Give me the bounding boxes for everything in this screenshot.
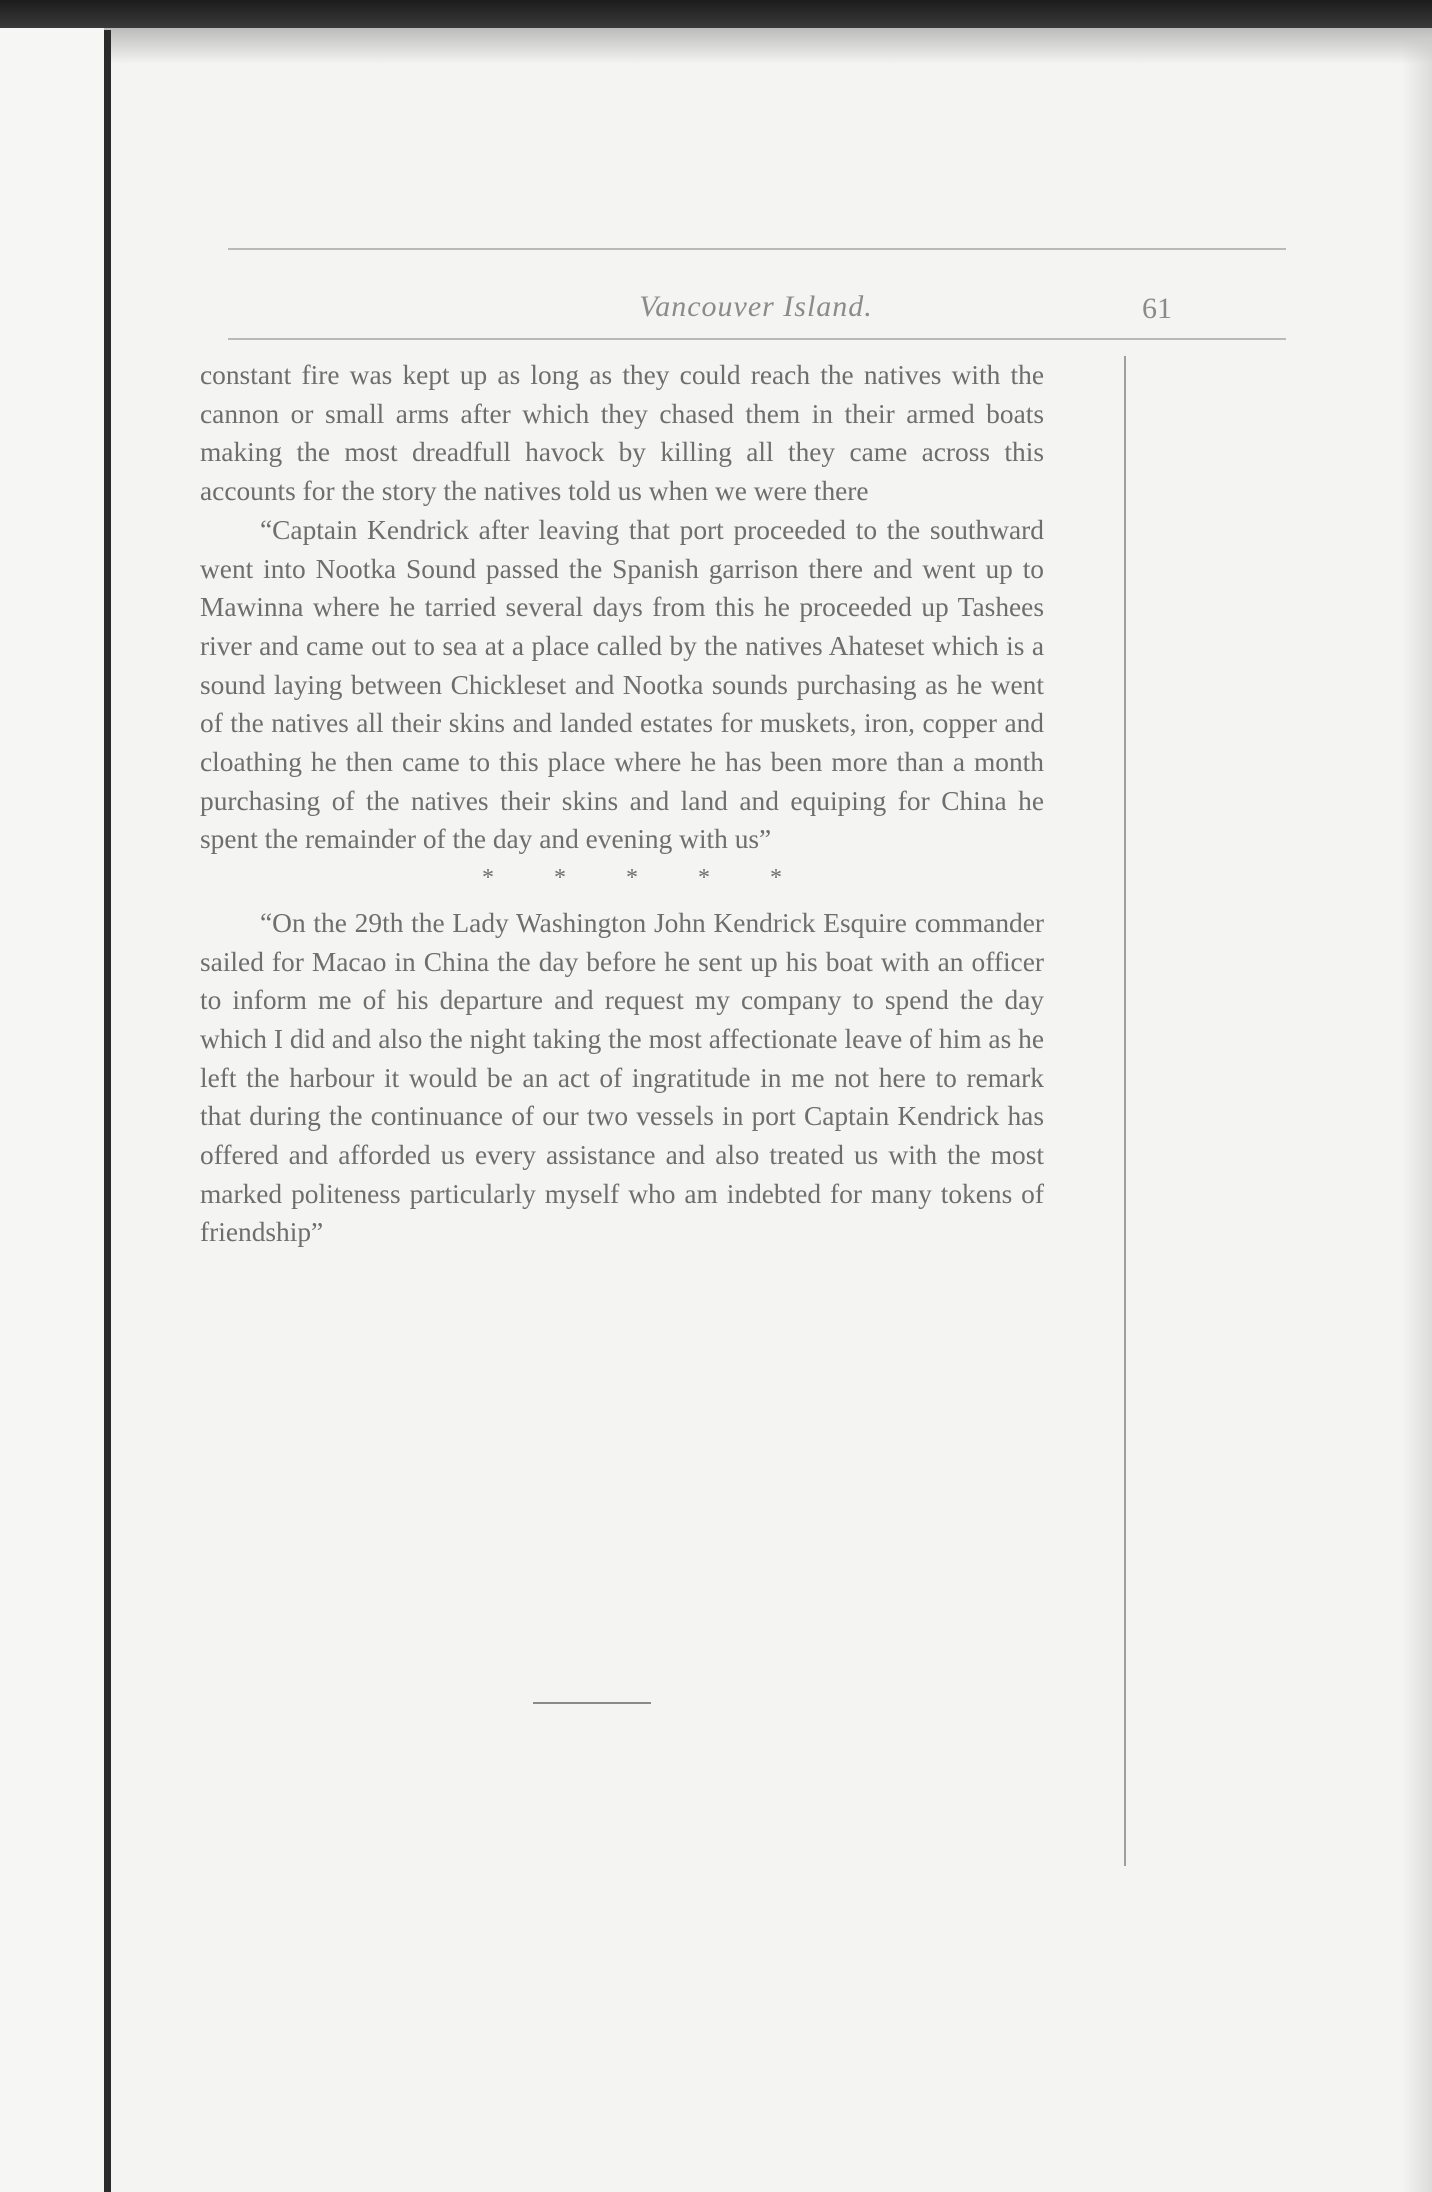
running-head: Vancouver Island. xyxy=(639,290,873,323)
right-margin-line xyxy=(1124,356,1126,1866)
header-bottom-rule xyxy=(228,338,1286,340)
scan-top-border xyxy=(0,0,1432,28)
page-number: 61 xyxy=(1142,292,1172,325)
end-rule xyxy=(533,1702,651,1704)
book-page xyxy=(116,40,1416,2190)
scan-left-margin xyxy=(0,28,104,2192)
body-text xyxy=(200,356,1044,1252)
section-break-asterisks: * * * * * xyxy=(482,865,782,892)
paragraph-2: “Captain Kendrick after leaving that port proceeded to the southward went into Nootka Sound passed the Spanish garrison there and went up to Mawinna where he tarried several days from this he proceeded up Tashees river and came out to sea at a place called by the natives Ahateset which is a sound laying between Chickleset and Nootka sounds purchasing as he went of the natives all their skins and landed estates for muskets, iron, copper and cloathing he then came to this place where he has been more than a month purchasing of the natives their skins and land and equiping for China he spent the remainder of the day and evening with us” xyxy=(200,514,1044,855)
header-top-rule xyxy=(228,248,1286,250)
binding-edge-line xyxy=(104,30,111,2192)
paragraph-3: “On the 29th the Lady Washington John Kendrick Esquire commander sailed for Macao in China the day before he sent up his boat with an officer to inform me of his departure and request my company to spend the day which I did and also the night taking the most affectionate leave of him as he left the harbour it would be an act of ingratitude in me not here to remark that during the continuance of our two vessels in port Captain Kendrick has offered and afforded us every assistance and also treated us with the most marked politeness particularly myself who am indebted for many tokens of friendship” xyxy=(200,907,1044,1248)
paragraph-1: constant fire was kept up as long as they could reach the natives with the cannon or small arms after which they chased them in their armed boats making the most dreadfull havock by killing all they came across this accounts for the story the natives told us when we were there xyxy=(200,360,1044,507)
